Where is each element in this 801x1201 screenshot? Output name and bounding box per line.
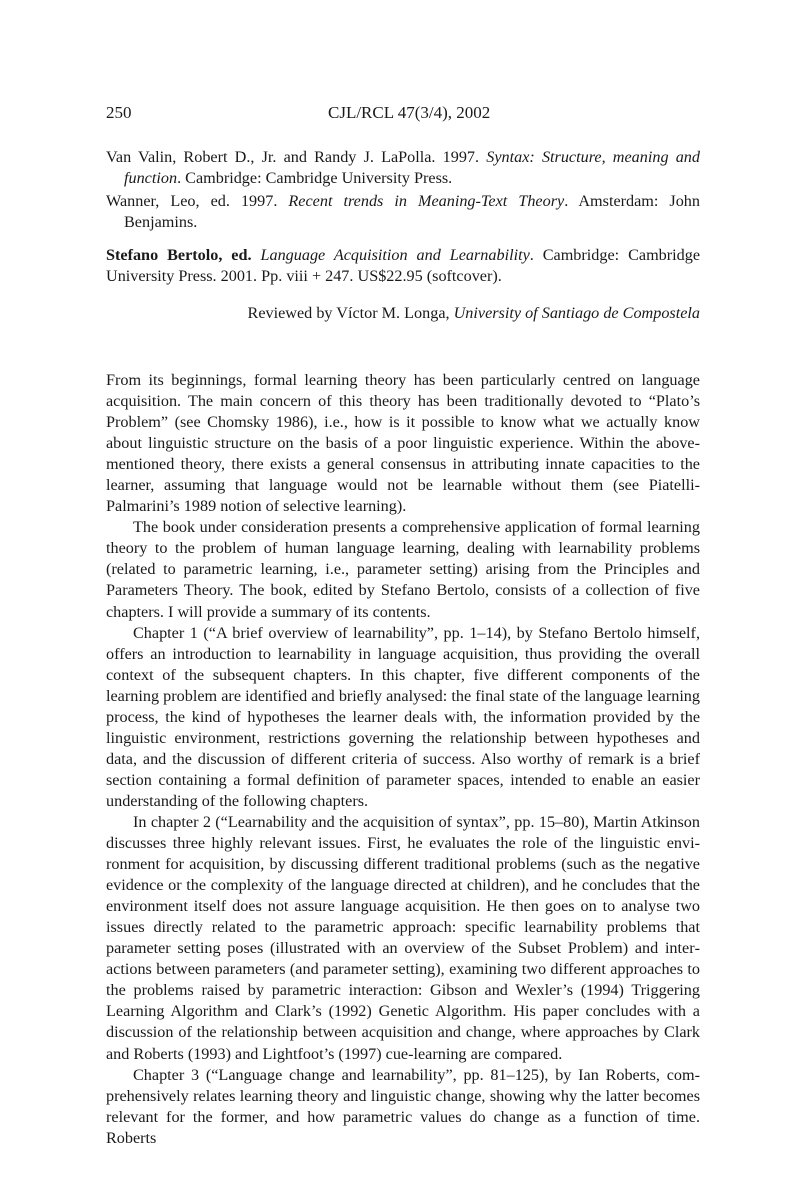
reference-title: Recent trends in Meaning-Text Theory [288,192,565,210]
reference-publisher: . Cambridge: Cambridge University Press. [177,169,453,187]
reference-authors: Wanner, Leo, ed. 1997. [106,192,289,210]
reference-publisher: . Amsterdam: John Benjamins. [124,192,700,231]
book-editor: Stefano Bertolo, ed. [106,246,252,264]
paragraph: Chapter 1 (“A brief overview of learnability”, pp. 1–14), by Stefano Bertolo himself, offers an introduction to learnability in language acquisition, thus providing the overall context of the subsequent chapters. In this chapter, five different components of the learning problem are identified and briefly analysed: the final state of the language learning process, the kind of hypotheses the learner deals with, the information provided by the linguistic environment, restrictions governing the relationship between hypotheses and data, and the discussion of different criteria of success. Also worthy of remark is a brief section containing a formal definition of parameter spaces, intended to enable an easier understanding of the following chapters. [106,623,700,810]
running-header [106,103,700,125]
reference-list [106,147,700,235]
review-body [106,370,700,1149]
book-publication-info: . Cambridge: Cambridge University Press. 2001. Pp. viii + 247. US$22.95 (softcover). [106,246,701,285]
reviewer-line [248,303,700,324]
reviewer-affiliation: University of Santiago de Compostela [453,304,700,322]
reference-entry [106,147,700,189]
paragraph: In chapter 2 (“Learnability and the acquisition of syntax”, pp. 15–80), Martin Atkinson discusses three highly relevant issues. First, he evaluates the role of the linguistic environment for acquisition, by discussing different traditional problems (such as the negative evidence or the complexity of the language directed at children), and he concludes that the environment itself does not assure language acquisition. He then goes on to analyse two issues directly related to the parametric approach: specific learnability problems that parameter setting poses (illustrated with an overview of the Subset Problem) and interactions between parameters (and parameter setting), examining two different approaches to the problems raised by parametric interaction: Gibson and Wexler’s (1994) Triggering Learning Algorithm and Clark’s (1992) Genetic Algorithm. His paper concludes with a discussion of the relationship between acquisition and change, where approaches by Clark and Roberts (1993) and Lightfoot’s (1997) cue-learning are compared. [106,812,700,1063]
reviewer-name: Reviewed by Víctor M. Longa, [247,304,454,322]
review-heading [106,245,700,287]
page-number: 250 [106,103,132,122]
reference-entry [106,191,700,233]
paragraph: Chapter 3 (“Language change and learnability”, pp. 81–125), by Ian Roberts, comprehensively relates learning theory and linguistic change, showing why the latter becomes relevant for the former, and how parametric values do change as a function of time. Roberts [106,1065,700,1147]
paragraph: The book under consideration presents a comprehensive application of formal learning theory to the problem of human language learning, dealing with learnability problems (related to parametric learning, i.e., parameter setting) arising from the Principles and Parameters Theory. The book, edited by Stefano Bertolo, consists of a collection of five chapters. I will provide a summary of its contents. [106,518,700,621]
reference-title: Syntax: Structure, meaning and function [124,148,700,187]
book-title: Language Acquisition and Learnability [260,246,530,264]
paragraph: From its beginnings, formal learning theory has been particularly centred on language acquisition. The main concern of this theory has been traditionally devoted to “Plato’s Problem” (see Chomsky 1986), i.e., how is it possible to know what we actually know about linguistic structure on the basis of a poor linguistic experience. Within the above-mentioned theory, there exists a general consensus in attributing innate capacities to the learner, assuming that language would not be learnable without them (see Piatelli-Palmarini’s 1989 notion of selective learning). [106,371,700,516]
running-title: CJL/RCL 47(3/4), 2002 [328,103,491,122]
reference-authors: Van Valin, Robert D., Jr. and Randy J. LaPolla. 1997. [106,148,487,166]
